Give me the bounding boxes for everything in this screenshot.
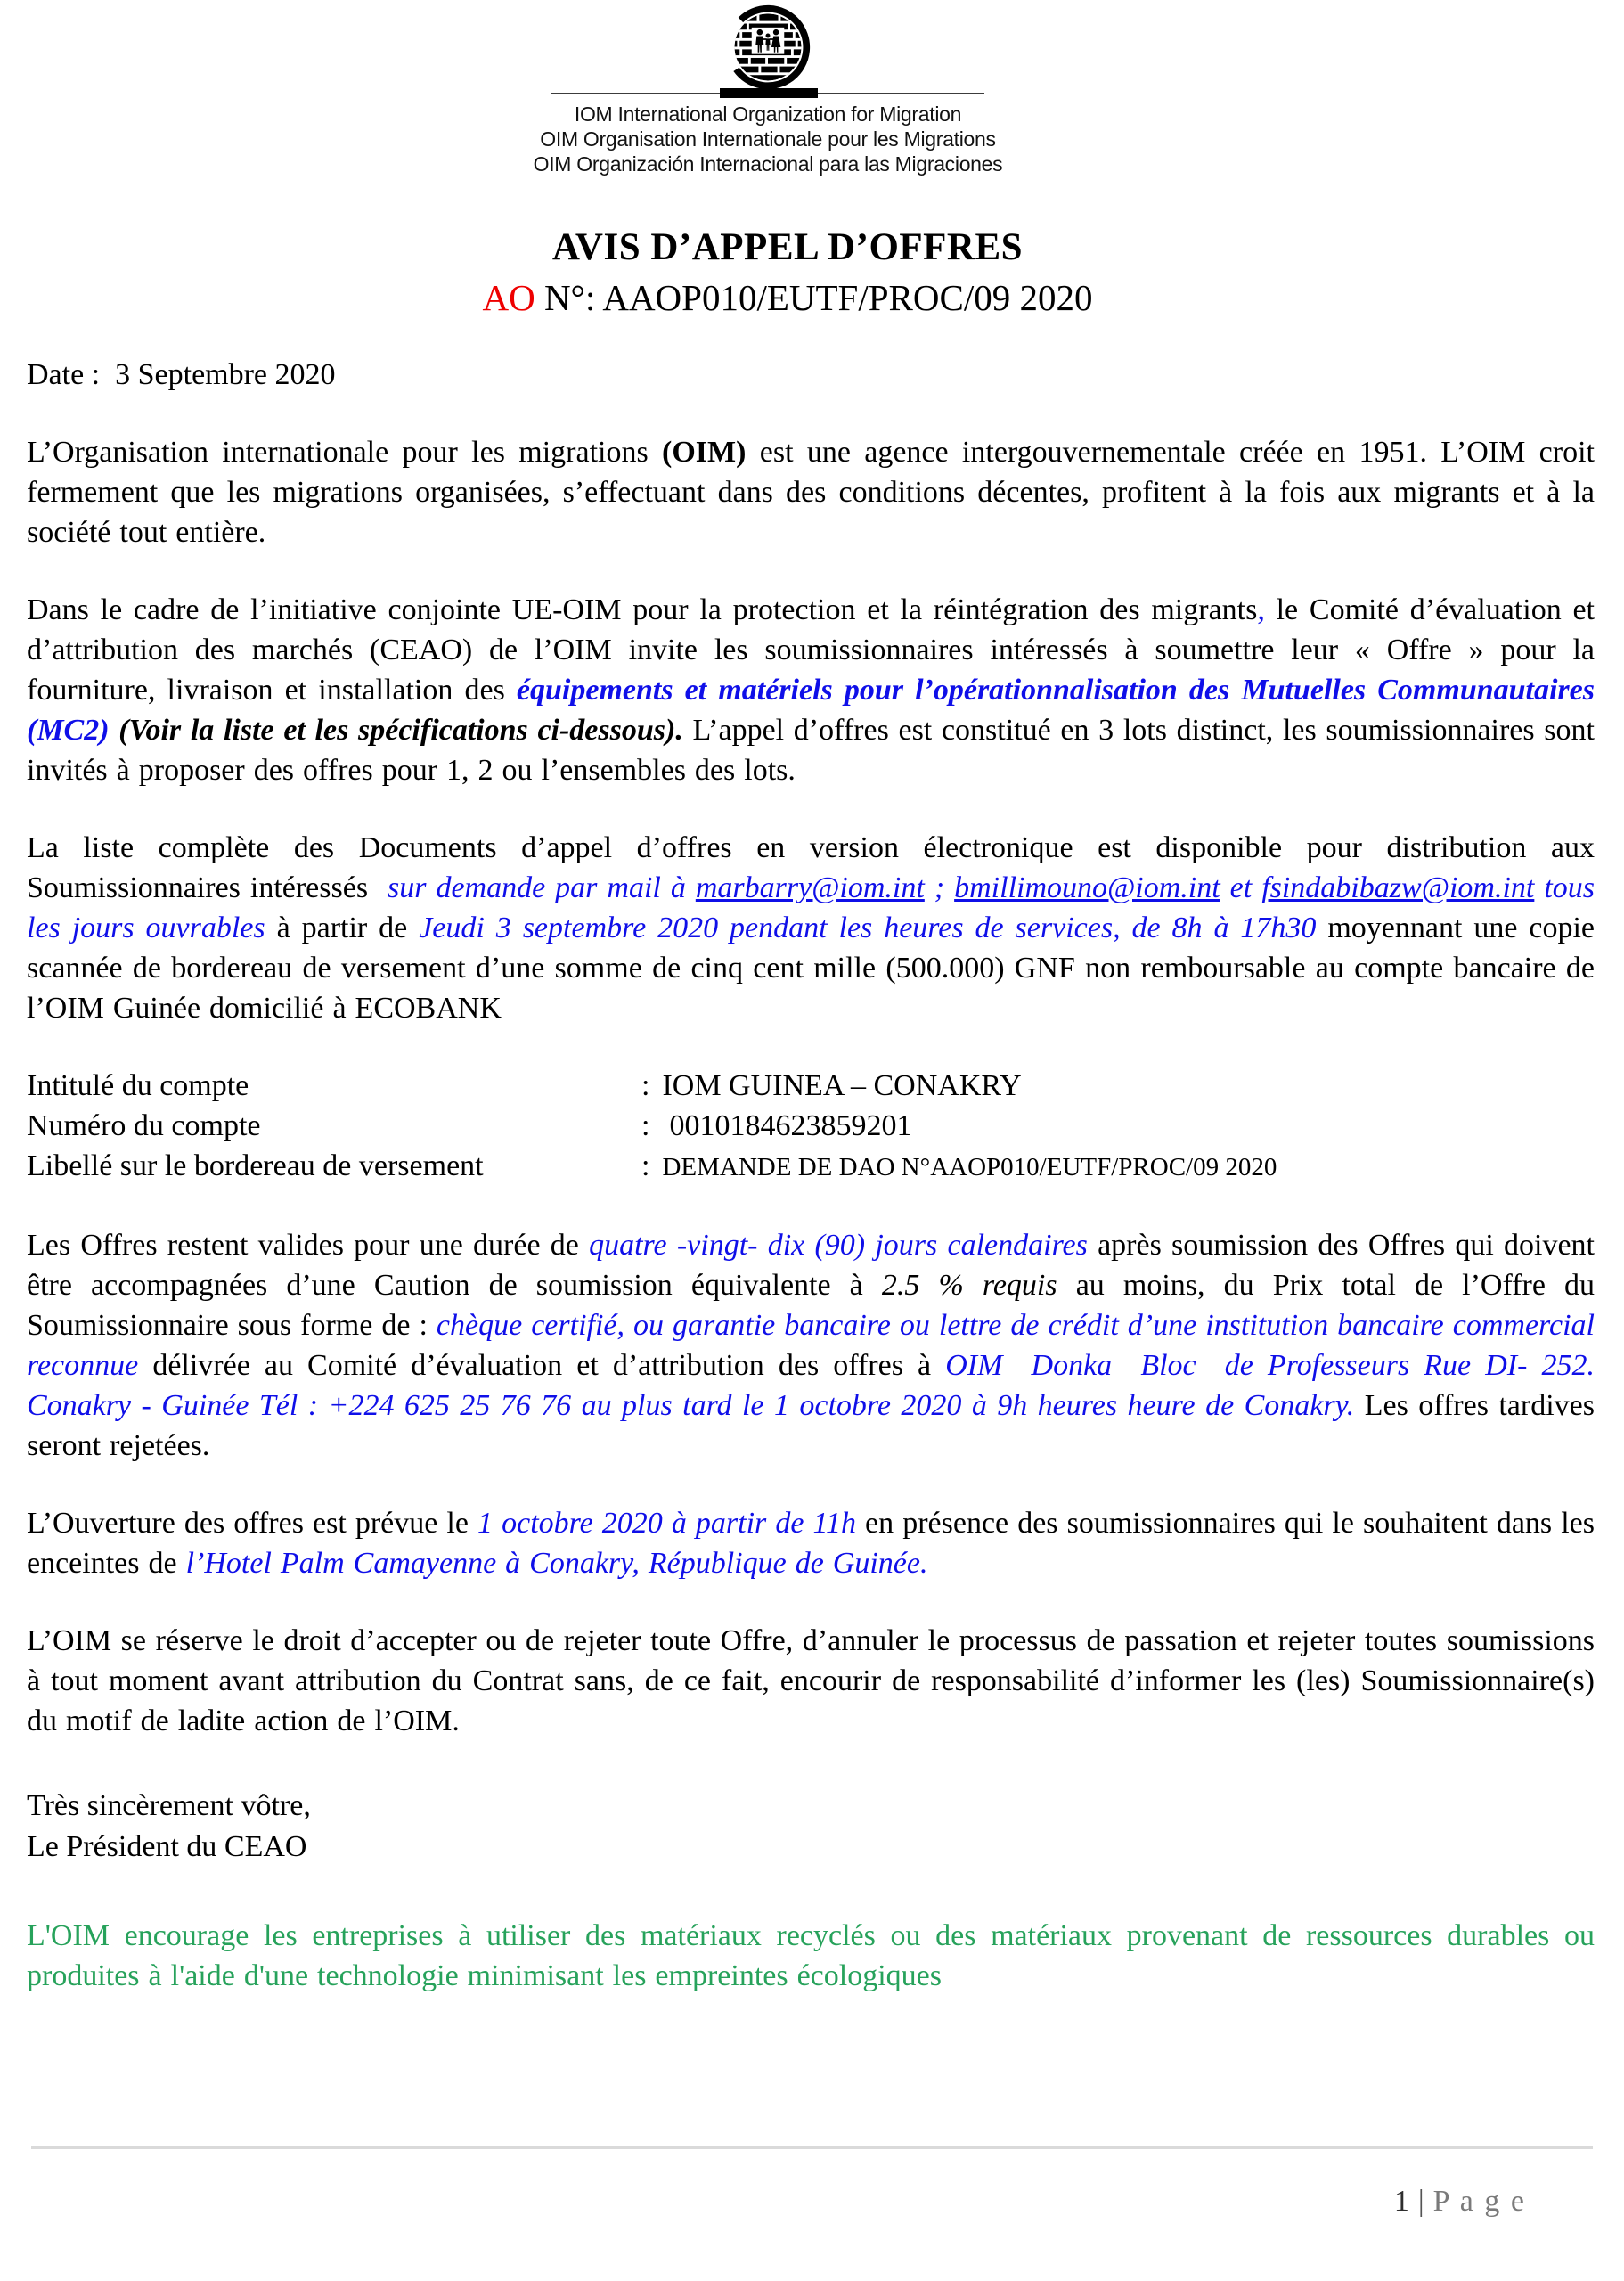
text-segment: L’appel d’offres est constitué en 3 lots distinct, les soumissionnaires sont invités à proposer des offres pour 1, 2 ou l’ensembles des lots. [27,714,1604,787]
page-number-separator: | [1417,2185,1424,2218]
logo-divider-bar [720,88,818,98]
text-segment: Dans le cadre de l’initiative conjointe UE-OIM pour la protection et la réintégration des migrants [27,593,1258,626]
iom-globe-icon [712,2,824,91]
text-segment: à partir de [276,912,420,944]
text-segment: OIM Donka Bloc de Professeurs Rue DI- 252. Conakry - Guinée Tél : +224 625 25 76 76 au plus tard le 1 octobre 2020 à 9h heures heure de Conakry. [27,1349,1604,1422]
payment-reference-row [27,1146,1595,1188]
logo-captions [0,102,1552,176]
email-link[interactable]: marbarry@iom.int [695,871,925,904]
page-number-value: 1 [1393,2185,1409,2218]
paragraph-intro [27,432,1604,552]
document-content [27,0,1604,1996]
payment-reference-colon: : [641,1149,650,1182]
reference-number: N°: AAOP010/EUTF/PROC/09 2020 [535,277,1093,318]
page-number-label: P a g e [1432,2185,1526,2218]
text-segment: chèque certifié, ou garantie bancaire ou lettre de crédit d’une institution bancaire commercial reconnue [27,1309,1604,1382]
payment-reference-value: DEMANDE DE DAO N°AAOP010/EUTF/PROC/09 2020 [662,1153,1277,1181]
text-segment: moyennant une copie scannée de bordereau de versement d’une somme de cinq cent mille (500.000) GNF non remboursable au compte bancaire de l’OIM Guinée domicilié à ECOBANK [27,912,1604,1025]
account-title-colon: : [641,1069,650,1102]
text-segment: L’Ouverture des offres est prévue le [27,1507,478,1540]
text-segment: L’Organisation internationale pour les migrations [27,436,663,469]
paragraph-invitation [27,590,1604,790]
paragraph-distribution [27,828,1604,1028]
logo-caption-es: OIM Organización Internacional para las Migraciones [533,152,1003,176]
account-number-label: Numéro du compte [27,1109,261,1142]
text-segment: , [1257,593,1265,626]
account-title-value: IOM GUINEA – CONAKRY [662,1069,1022,1102]
bank-account-block [27,1066,1595,1188]
text-segment: (OIM) [662,436,747,469]
text-segment: au moins, du Prix total de l’Offre du Soumissionnaire sous forme de : [27,1269,1604,1342]
paragraph-validity [27,1225,1604,1466]
account-title-row [27,1066,1595,1106]
text-segment: tous les jours ouvrables [27,871,1604,944]
logo-divider [551,88,984,99]
letterhead [0,0,1552,176]
text-segment: en présence des soumissionnaires qui le souhaitent dans les enceintes de [27,1507,1604,1580]
text-segment: 2.5 % requis [881,1269,1057,1302]
logo-caption-en: IOM International Organization for Migration [574,102,962,126]
text-segment: sur demande par mail à [378,871,696,904]
text-segment: ; [924,871,955,904]
text-segment: après soumission des Offres qui doivent être accompagnées d’une Caution de soumission équivalente à [27,1229,1604,1302]
text-segment: L'OIM encourage les entreprises à utiliser des matériaux recyclés ou des matériaux provenant de ressources durables ou produites à l'aide d'une technologie minimisant les empreintes écologiques [27,1919,1604,1992]
text-segment: L’OIM se réserve le droit d’accepter ou de rejeter toute Offre, d’annuler le processus de passation et rejeter toutes soumissions à tout moment avant attribution du Contrat sans, de ce fait, encourir de responsabilité d’informer les (les) Soumissionnaire(s) du motif de ladite action de l’OIM. [27,1624,1604,1737]
text-segment: Jeudi 3 septembre 2020 pendant les heures de services, de 8h à 17h30 [419,912,1317,944]
text-segment: et [1220,871,1262,904]
text-segment: (Voir la liste et les spécifications ci-dessous). [118,714,683,747]
paragraph-rights [27,1621,1604,1741]
text-segment: 1 octobre 2020 à partir de 11h [477,1507,856,1540]
text-segment: Les Offres restent valides pour une durée de [27,1229,590,1262]
logo-caption-fr: OIM Organisation Internationale pour les Migrations [540,127,996,151]
text-segment: délivrée au Comité d’évaluation et d’attribution des offres à [138,1349,946,1382]
account-number-row [27,1106,1595,1146]
payment-reference-label: Libellé sur le bordereau de versement [27,1149,484,1182]
reference-prefix: AO [482,277,535,318]
closing-salutation: Très sincèrement vôtre, [27,1789,311,1822]
footer-divider [31,2146,1593,2149]
text-segment: Les offres tardives seront rejetées. [27,1389,1604,1462]
account-title-label: Intitulé du compte [27,1069,249,1102]
text-segment: La liste complète des Documents d’appel d’offres en version électronique est disponible pour distribution aux Soumissionnaires intéressés [27,831,1604,904]
account-number-value: 0010184623859201 [669,1109,912,1142]
page-number [1394,2185,1526,2219]
closing-signature: Le Président du CEAO [27,1830,307,1863]
text-segment: quatre -vingt- dix (90) jours calendaires [589,1229,1088,1262]
paragraph-opening [27,1503,1604,1583]
eco-note [27,1916,1604,1996]
text-segment: est une agence intergouvernementale créée en 1951. L’OIM croit fermement que les migrations organisées, s’effectuant dans des conditions décentes, profitent à la fois aux migrants et à la société tout entière. [27,436,1604,549]
email-link[interactable]: fsindabibazw@iom.int [1261,871,1535,904]
date-line: Date : 3 Septembre 2020 [27,358,336,391]
title-block [4,225,1571,319]
document-title: AVIS D’APPEL D’OFFRES [551,226,1024,268]
text-segment: le Comité d’évaluation et d’attribution des marchés (CEAO) de l’OIM invite les soumissionnaires intéressés à soumettre leur « Offre » pour la fourniture, livraison et installation des [27,593,1604,707]
email-link[interactable]: bmillimouno@iom.int [954,871,1220,904]
text-segment: l’Hotel Palm Camayenne à Conakry, République de Guinée. [185,1547,928,1580]
account-number-colon: : [641,1109,650,1142]
iom-logo [712,2,824,91]
document-reference [4,276,1571,319]
closing-block [27,1786,1595,1868]
text-segment: équipements et matériels pour l’opérationnalisation des Mutuelles Communautaires (MC2) [27,674,1604,747]
